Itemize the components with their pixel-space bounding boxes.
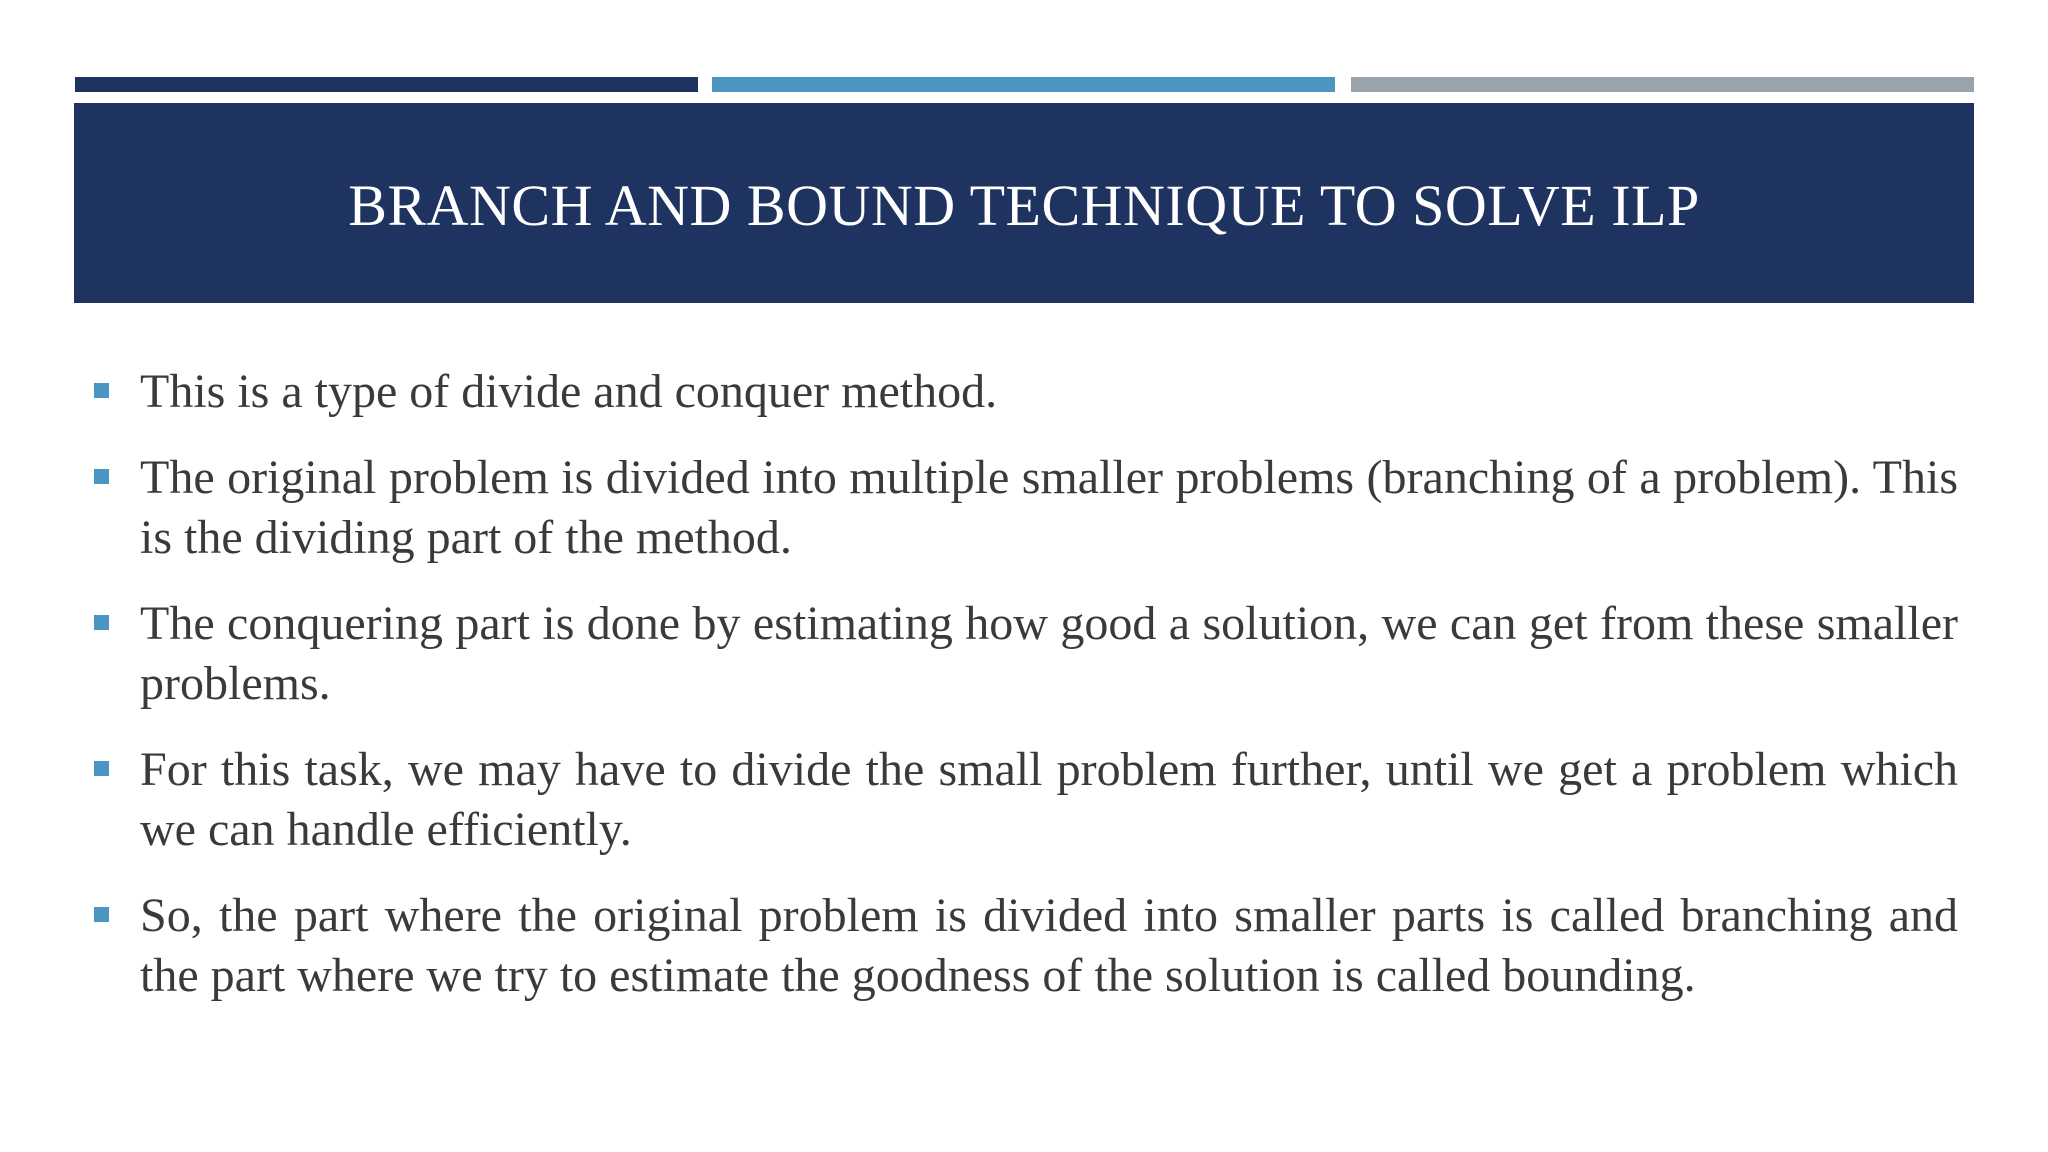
- accent-bar-light-blue: [712, 77, 1335, 92]
- accent-bar-dark-blue: [75, 77, 698, 92]
- title-band: [74, 103, 1974, 303]
- square-bullet-icon: [94, 615, 109, 630]
- bullet-list: [90, 362, 1958, 1032]
- bullet-item: [90, 362, 1958, 422]
- square-bullet-icon: [94, 761, 109, 776]
- square-bullet-icon: [94, 907, 109, 922]
- bullet-item: [90, 448, 1958, 568]
- bullet-text: So, the part where the original problem is divided into smaller parts is called branching and the part where we try to estimate the goodness of the solution is called bounding.: [140, 889, 1958, 1002]
- bullet-item: [90, 886, 1958, 1006]
- bullet-text: This is a type of divide and conquer method.: [140, 365, 998, 418]
- bullet-item: [90, 740, 1958, 860]
- square-bullet-icon: [94, 383, 109, 398]
- bullet-text: The original problem is divided into multiple smaller problems (branching of a problem). This is the dividing part of the method.: [140, 451, 1958, 564]
- bullet-text: For this task, we may have to divide the small problem further, until we get a problem which we can handle efficiently.: [140, 743, 1958, 856]
- slide-title: BRANCH AND BOUND TECHNIQUE TO SOLVE ILP: [348, 172, 1700, 238]
- bullet-item: [90, 594, 1958, 714]
- accent-bar-gray: [1351, 77, 1974, 92]
- square-bullet-icon: [94, 469, 109, 484]
- bullet-text: The conquering part is done by estimating how good a solution, we can get from these smaller problems.: [140, 597, 1958, 710]
